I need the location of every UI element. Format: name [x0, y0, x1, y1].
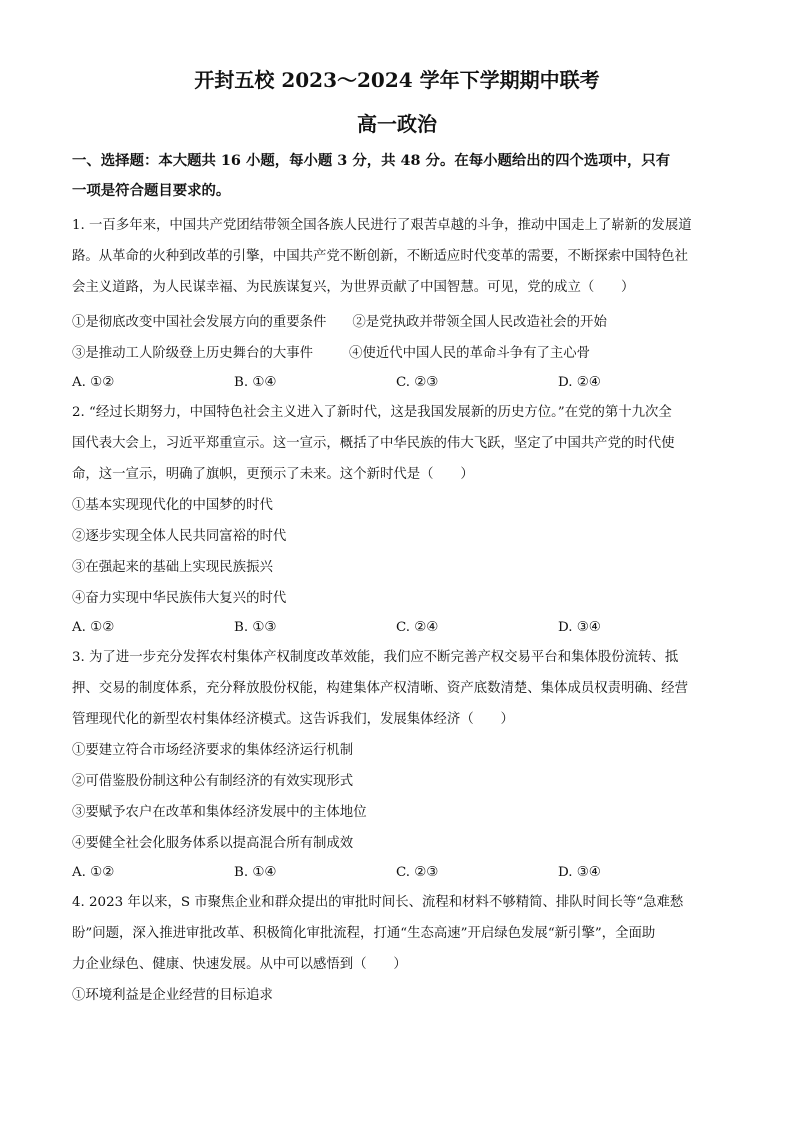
choice-c[interactable]: C. ②③ [396, 865, 439, 880]
question-stem [72, 642, 722, 735]
statement: ③在强起来的基础上实现民族振兴 [72, 560, 273, 575]
stem-line: 国代表大会上，习近平郑重宣示。这一宣示，概括了中华民族的伟大飞跃，坚定了中国共产党的时代使 [72, 436, 675, 451]
section-heading-line2: 一项是符合题目要求的。 [72, 182, 231, 199]
answer-choices [72, 859, 722, 887]
statement: ①是彻底改变中国社会发展方向的重要条件 [72, 315, 327, 330]
section-heading-line1: 一、选择题：本大题共 16 小题，每小题 3 分，共 48 分。在每小题给出的四个选项中，只有 [72, 152, 671, 169]
stem-line: 命，这一宣示，明确了旗帜，更预示了未来。这个新时代是（ ） [72, 467, 474, 482]
choice-c[interactable]: C. ②③ [396, 375, 439, 390]
question-1 [72, 210, 722, 397]
statement: ②是党执政并带领全国人民改造社会的开始 [352, 315, 607, 330]
stem-line: 路。从革命的火种到改革的引擎，中国共产党不断创新，不断适应时代变革的需要，不断探索中国特色社 [72, 249, 688, 264]
answer-choices [72, 614, 722, 642]
statement: ③要赋予农户在改革和集体经济发展中的主体地位 [72, 805, 367, 820]
choice-d[interactable]: D. ③④ [558, 620, 601, 635]
statement: ①要建立符合市场经济要求的集体经济运行机制 [72, 743, 354, 758]
stem-line: 4. 2023 年以来，S 市聚焦企业和群众提出的审批时间长、流程和材料不够精简、排队时间长等“急难愁 [72, 895, 684, 910]
statement: ④要健全社会化服务体系以提高混合所有制成效 [72, 836, 354, 851]
statement: ②逐步实现全体人民共同富裕的时代 [72, 529, 287, 544]
question-stem [72, 397, 722, 490]
question-stem [72, 887, 722, 980]
answer-choices [72, 369, 722, 397]
choice-b[interactable]: B. ①④ [234, 375, 277, 390]
stem-line: 3. 为了进一步充分发挥农村集体产权制度改革效能，我们应不断完善产权交易平台和集体股份流转、抵 [72, 650, 679, 665]
stem-line: 盼”问题，深入推进审批改革、积极简化审批流程，打通“生态高速”开启绿色发展“新引擎”，全面助 [72, 926, 656, 941]
stem-line: 押、交易的制度体系，充分释放股份权能，构建集体产权清晰、资产底数清楚、集体成员权责明确、经营 [72, 681, 688, 696]
stem-line: 1. 一百多年来，中国共产党团结带领全国各族人民进行了艰苦卓越的斗争，推动中国走上了崭新的发展道 [72, 218, 692, 233]
statement: ③是推动工人阶级登上历史舞台的大事件 [72, 346, 314, 361]
question-3 [72, 642, 722, 887]
choice-a[interactable]: A. ①② [72, 865, 115, 880]
choice-b[interactable]: B. ①③ [234, 620, 277, 635]
exam-title: 开封五校 2023～2024 学年下学期期中联考 [194, 68, 600, 92]
choice-d[interactable]: D. ③④ [558, 865, 601, 880]
choice-a[interactable]: A. ①② [72, 375, 115, 390]
statement-row [72, 307, 722, 338]
statement: ①基本实现现代化的中国梦的时代 [72, 498, 273, 513]
exam-page [72, 66, 722, 1011]
question-2 [72, 397, 722, 642]
exam-subject: 高一政治 [357, 112, 437, 136]
choice-c[interactable]: C. ②④ [396, 620, 439, 635]
stem-line: 力企业绿色、健康、快速发展。从中可以感悟到（ ） [72, 957, 407, 972]
question-4 [72, 887, 722, 1011]
statement: ④使近代中国人民的革命斗争有了主心骨 [349, 346, 591, 361]
statement: ②可借鉴股份制这种公有制经济的有效实现形式 [72, 774, 354, 789]
statement: ①环境利益是企业经营的目标追求 [72, 988, 273, 1003]
stem-line: 会主义道路，为人民谋幸福、为民族谋复兴，为世界贡献了中国智慧。可见，党的成立（ ） [72, 280, 635, 295]
choice-b[interactable]: B. ①④ [234, 865, 277, 880]
question-stem [72, 210, 722, 303]
statement: ④奋力实现中华民族伟大复兴的时代 [72, 591, 287, 606]
choice-d[interactable]: D. ②④ [558, 375, 601, 390]
section-heading [72, 146, 722, 206]
stem-line: 管理现代化的新型农村集体经济模式。这告诉我们，发展集体经济（ ） [72, 712, 514, 727]
choice-a[interactable]: A. ①② [72, 620, 115, 635]
stem-line: 2. “经过长期努力，中国特色社会主义进入了新时代，这是我国发展新的历史方位。”在党的第十九次全 [72, 405, 672, 420]
statement-row [72, 338, 722, 369]
